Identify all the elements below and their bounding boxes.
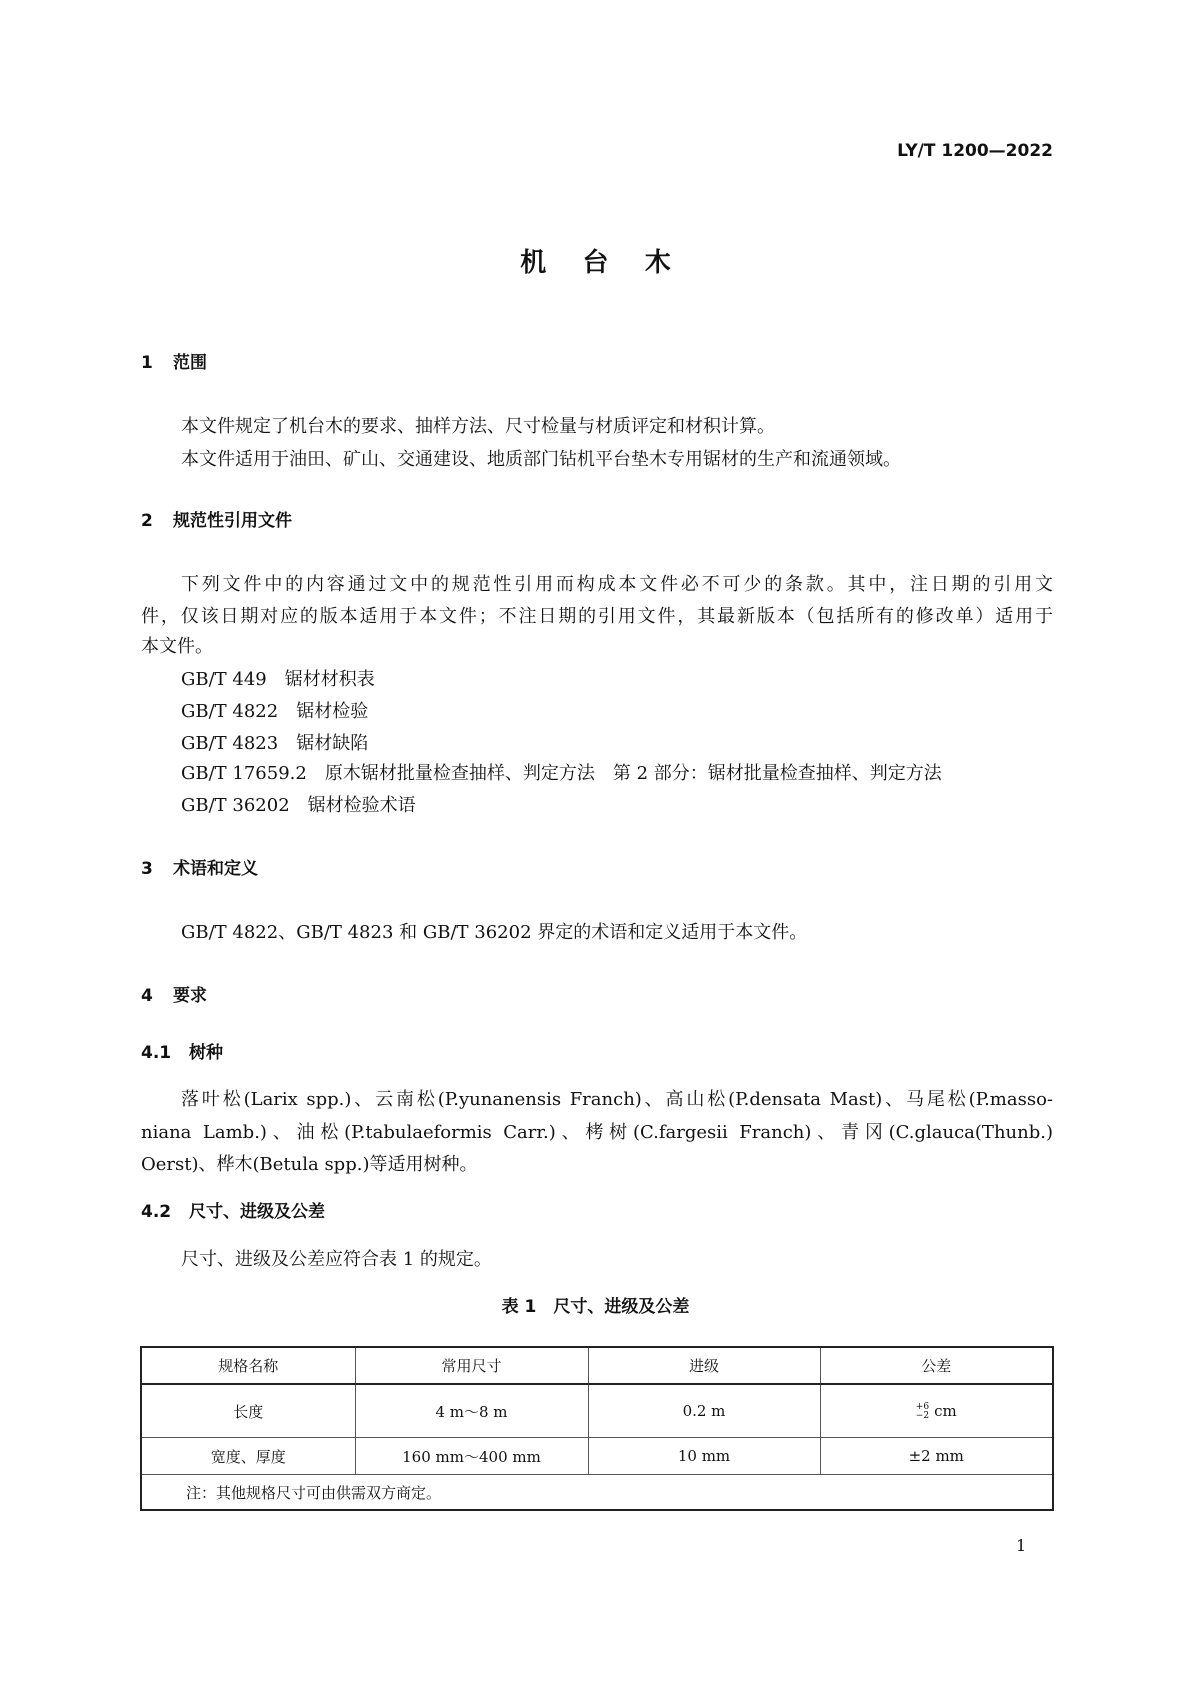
table-cell: 0.2 m <box>588 1384 820 1438</box>
reference-item: GB/T 36202 锯材检验术语 <box>181 795 416 816</box>
table-cell: 10 mm <box>588 1438 820 1475</box>
section-4-1-heading: 4.1 树种 <box>141 1043 223 1063</box>
section-2-heading: 2 规范性引用文件 <box>141 511 292 531</box>
table-cell: ±2 mm <box>820 1438 1053 1475</box>
section-4-heading: 4 要求 <box>141 986 207 1006</box>
header-cell: 规格名称 <box>141 1347 355 1384</box>
paragraph: 本文件。 <box>141 636 213 657</box>
table-cell: 160 mm～400 mm <box>355 1438 588 1475</box>
header-cell: 公差 <box>820 1347 1053 1384</box>
paragraph: 件，仅该日期对应的版本适用于本文件；不注日期的引用文件，其最新版本（包括所有的修改单）适用于 <box>141 606 1053 627</box>
table-cell: 宽度、厚度 <box>141 1438 355 1475</box>
header-cell: 进级 <box>588 1347 820 1384</box>
table-row <box>141 1384 1053 1438</box>
table-row <box>141 1438 1053 1475</box>
reference-item: GB/T 17659.2 原木锯材批量检查抽样、判定方法 第 2 部分：锯材批量检查抽样、判定方法 <box>181 763 942 784</box>
header-cell: 常用尺寸 <box>355 1347 588 1384</box>
reference-item: GB/T 4823 锯材缺陷 <box>181 733 369 754</box>
dimension-table <box>140 1346 1054 1511</box>
paragraph: niana Lamb.)、油松(P.tabulaeformis Carr.)、栲树(C.fargesii Franch)、青冈(C.glauca(Thunb.) <box>141 1122 1053 1143</box>
table-note: 注：其他规格尺寸可由供需双方商定。 <box>141 1475 1053 1511</box>
table-cell: 长度 <box>141 1384 355 1438</box>
paragraph: 落叶松(Larix spp.)、云南松(P.yunanensis Franch)、高山松(P.densata Mast)、马尾松(P.masso- <box>181 1089 1053 1110</box>
paragraph: 本文件规定了机台木的要求、抽样方法、尺寸检量与材质评定和材积计算。 <box>181 416 775 437</box>
table-cell: +6 −2 cm <box>820 1384 1053 1438</box>
tolerance-value: +6 −2 <box>915 1401 930 1421</box>
paragraph: GB/T 4822、GB/T 4823 和 GB/T 36202 界定的术语和定义适用于本文件。 <box>181 922 808 943</box>
paragraph: 下列文件中的内容通过文中的规范性引用而构成本文件必不可少的条款。其中，注日期的引用文 <box>181 574 1053 595</box>
page-title: 机 台 木 <box>520 248 671 278</box>
section-1-heading: 1 范围 <box>141 353 207 373</box>
table-caption: 表 1 尺寸、进级及公差 <box>501 1297 690 1317</box>
table-header-row <box>141 1347 1053 1384</box>
table-note-row <box>141 1475 1053 1511</box>
section-3-heading: 3 术语和定义 <box>141 859 258 879</box>
section-4-2-heading: 4.2 尺寸、进级及公差 <box>141 1202 325 1222</box>
reference-item: GB/T 449 锯材材积表 <box>181 669 375 690</box>
paragraph: 本文件适用于油田、矿山、交通建设、地质部门钻机平台垫木专用锯材的生产和流通领域。 <box>181 449 901 470</box>
document-id: LY/T 1200—2022 <box>897 141 1053 161</box>
paragraph: 尺寸、进级及公差应符合表 1 的规定。 <box>181 1249 492 1270</box>
reference-item: GB/T 4822 锯材检验 <box>181 701 369 722</box>
paragraph: Oerst)、桦木(Betula spp.)等适用树种。 <box>141 1154 478 1175</box>
page-number: 1 <box>1016 1536 1027 1555</box>
table-cell: 4 m～8 m <box>355 1384 588 1438</box>
